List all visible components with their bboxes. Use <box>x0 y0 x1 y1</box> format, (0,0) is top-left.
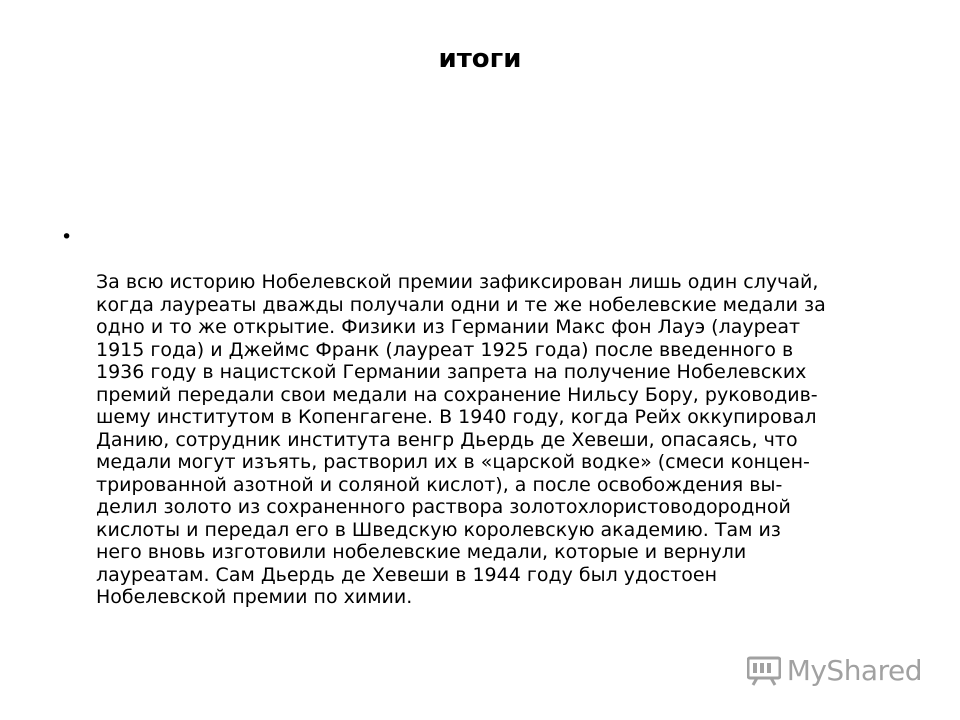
bullet-dot: • <box>61 226 73 248</box>
watermark-logo <box>747 654 922 687</box>
projector-icon <box>747 656 781 686</box>
bullet-item <box>58 226 898 609</box>
slide-title: итоги <box>438 44 522 74</box>
bullet-list <box>58 226 898 609</box>
bullet-text: За всю историю Нобелевской премии зафиксирован лишь один случай, когда лауреаты дважды получали одни и те же нобелевские медали за одно и то же открытие. Физики из Германии Макс фон Лауэ (лауреат 1915 года) и Джеймс Франк (лауреат 1925 года) после введенного в 1936 году в нацистской Германии запрета на получение Нобелевских премий передали свои медали на сохранение Нильсу Бору, руководив- шему институтом в Копенгагене. В 1940 году, когда Рейх оккупировал Данию, сотрудник института венгр Дьердь де Хевеши, опасаясь, что медали могут изъять, растворил их в «царской водке» (смеси концен- трированной азотной и соляной кислот), а после освобождения вы- делил золото из сохраненного раствора золотохлористоводородной кислоты и передал его в Шведскую королевскую академию. Там из него вновь изготовили нобелевские медали, которые и вернули лауреатам. Сам Дьердь де Хевеши в 1944 году был удостоен Нобелевской премии по химии. <box>96 271 826 608</box>
watermark-text: MyShared <box>786 654 922 687</box>
